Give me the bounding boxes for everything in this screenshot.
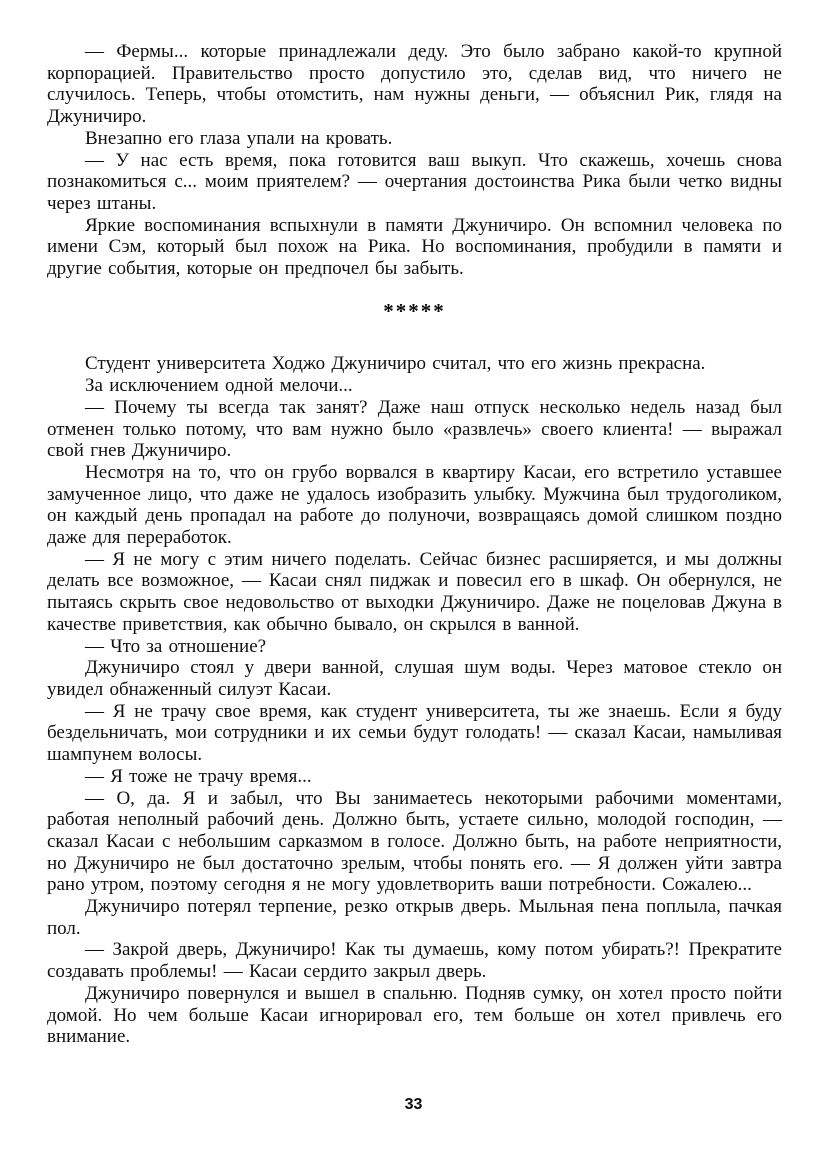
section-separator: ***** bbox=[383, 298, 446, 323]
paragraph: — Что за отношение? bbox=[85, 635, 267, 657]
paragraph: — Я не могу с этим ничего поделать. Сейчас бизнес расширяется, и мы должны делать все возможное, — Касаи снял пиджак и повесил его в шкаф. Он обернулся, не пытаясь скрыть свое недовольство от выходки Джуничиро. Даже не поцеловав Джуна в качестве приветствия, как обычно бывало, он скрылся в ванной. bbox=[47, 548, 782, 635]
paragraph: За исключением одной мелочи... bbox=[85, 375, 353, 397]
paragraph: Джуничиро стоял у двери ванной, слушая шум воды. Через матовое стекло он увидел обнаженный силуэт Касаи. bbox=[47, 657, 782, 700]
paragraph: Яркие воспоминания вспыхнули в памяти Джуничиро. Он вспомнил человека по имени Сэм, который был похож на Рика. Но воспоминания, пробудили в памяти и другие события, которые он предпочел бы забыть. bbox=[47, 214, 782, 280]
paragraph: — Почему ты всегда так занят? Даже наш отпуск несколько недель назад был отменен только потому, что вам нужно было «развлечь» своего клиента! — выражал свой гнев Джуничиро. bbox=[47, 396, 782, 462]
paragraph: — Я тоже не трачу время... bbox=[85, 765, 312, 787]
paragraph: Джуничиро потерял терпение, резко открыв дверь. Мыльная пена поплыла, пачкая пол. bbox=[47, 896, 782, 939]
paragraph: Студент университета Ходжо Джуничиро считал, что его жизнь прекрасна. bbox=[85, 353, 706, 375]
paragraph: — Закрой дверь, Джуничиро! Как ты думаешь, кому потом убирать?! Прекратите создавать проблемы! — Касаи сердито закрыл дверь. bbox=[47, 939, 782, 983]
paragraph: Внезапно его глаза упали на кровать. bbox=[85, 127, 393, 149]
page-number: 33 bbox=[404, 1096, 423, 1113]
paragraph: — Фермы... которые принадлежали деду. Это было забрано какой-то крупной корпорацией. Правительство просто допустило это, сделав вид, что ничего не случилось. Теперь, чтобы отомстить, нам нужны деньги, — объяснил Рик, глядя на Джуничиро. bbox=[47, 41, 782, 128]
paragraph: Несмотря на то, что он грубо ворвался в квартиру Касаи, его встретило уставшее замученное лицо, что даже не удалось изобразить улыбку. Мужчина был трудоголиком, он каждый день пропадал на работе до полуночи, возвращаясь домой слишком поздно даже для переработок. bbox=[47, 461, 782, 549]
paragraph: Джуничиро повернулся и вышел в спальню. Подняв сумку, он хотел просто пойти домой. Но чем больше Касаи игнорировал его, тем больше он хотел привлечь его внимание. bbox=[47, 982, 782, 1048]
paragraph: — О, да. Я и забыл, что Вы занимаетесь некоторыми рабочими моментами, работая неполный рабочий день. Должно быть, устаете сильно, молодой господин, — сказал Касаи с небольшим сарказмом в голосе. Должно быть, на работе неприятности, но Джуничиро не был достаточно зрелым, чтобы понять его. — Я должен уйти завтра рано утром, поэтому сегодня я не могу удовлетворить ваши потребности. Сожалею... bbox=[47, 787, 782, 896]
page-content bbox=[47, 41, 782, 1048]
paragraph: — Я не трачу свое время, как студент университета, ты же знаешь. Если я буду бездельничать, мои сотрудники и их семьи будут голодать! — сказал Касаи, намыливая шампунем волосы. bbox=[47, 700, 782, 766]
paragraph: — У нас есть время, пока готовится ваш выкуп. Что скажешь, хочешь снова познакомиться с... моим приятелем? — очертания достоинства Рика были четко видны через штаны. bbox=[47, 149, 782, 214]
